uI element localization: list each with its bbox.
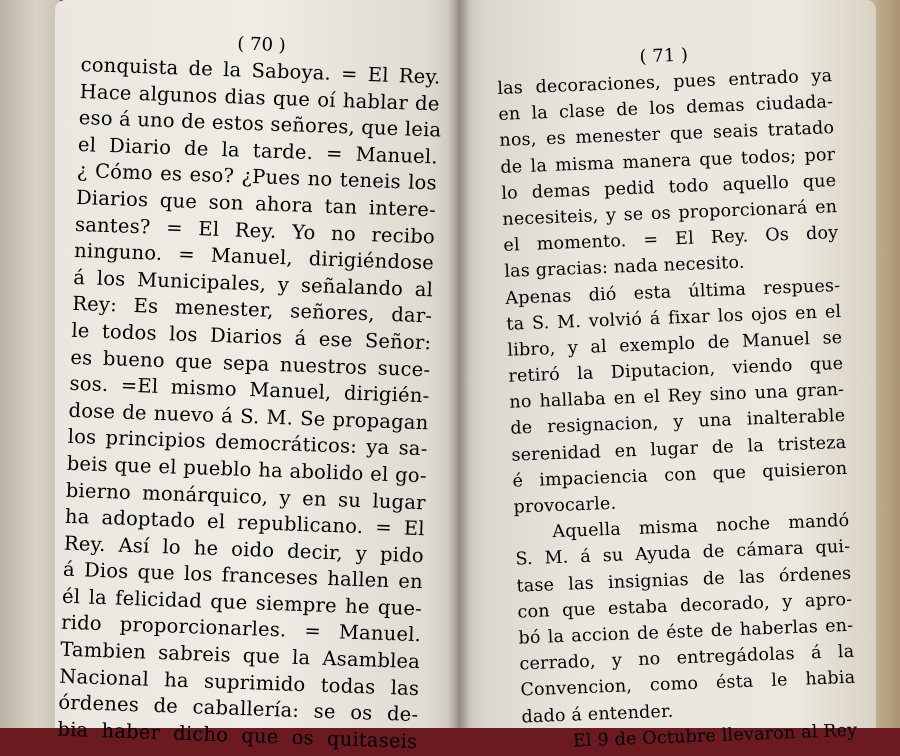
text-line: cerrado, y no entregádolas á la	[519, 641, 855, 675]
text-line: libro, y al exemplo de Manuel se	[507, 327, 843, 361]
text-line: beis que el pueblo ha abolido el go-	[66, 451, 427, 488]
text-line: Diarios que son ahora tan intere-	[75, 185, 437, 222]
left-page-text	[57, 28, 442, 756]
text-line: de la misma manera que todos; por	[500, 144, 836, 178]
text-line: é impaciencia con que quisieron	[512, 458, 848, 492]
text-line: las decoraciones, pues entrado ya	[497, 66, 833, 99]
text-line: á los Municipales, y señalando al	[72, 265, 434, 302]
text-line: ¿ Cómo es eso? ¿Pues no teneis los	[76, 159, 438, 195]
text-line: ha adoptado el republicano. = El	[64, 504, 426, 541]
text-line: S. M. á su Ayuda de cámara qui-	[515, 537, 851, 570]
text-line: bó la accion de éste de haberlas en-	[518, 615, 854, 649]
text-line: dado á entender.	[521, 701, 674, 728]
text-line: Apenas dió esta última respues-	[505, 275, 841, 309]
text-line: eso á uno de estos señores, que leia	[78, 106, 442, 142]
book-cover-left-edge	[0, 0, 60, 728]
text-line: con que estaba decorado, y apro-	[517, 589, 853, 623]
text-line: le todos los Diarios á ese Señor:	[71, 318, 432, 355]
text-line: dose de nuevo á S. M. Se propagan	[68, 398, 429, 435]
text-line: Convencion, como ésta le habia	[520, 667, 856, 701]
text-line: el Diario de la tarde. = Manuel.	[77, 132, 439, 169]
text-line: retiró la Diputacion, viendo que	[508, 353, 844, 387]
text-line: bierno monárquico, y en su lugar	[65, 478, 427, 514]
text-line: tase las insignias de las órdenes	[516, 563, 852, 597]
text-line: Aquella misma noche mandó	[552, 510, 850, 543]
page-number: ( 70 )	[236, 33, 287, 57]
text-line: ninguno. = Manuel, dirigiéndose	[73, 239, 435, 275]
right-page-text	[496, 39, 858, 756]
text-line: es bueno que sepa nuestros suce-	[70, 345, 431, 381]
text-line: santes? = El Rey. Yo no recibo	[74, 212, 436, 248]
text-line: el momento. = El Rey. Os doy	[503, 223, 839, 256]
text-line: rido proporcionarles. = Manuel.	[60, 611, 422, 647]
text-line: El 9 de Octubre llevaron al Rey	[572, 720, 858, 752]
text-line: los principios democráticos: ya sa-	[67, 425, 428, 461]
text-line: necesiteis, y se os proporcionará en	[502, 196, 838, 230]
text-line: en la clase de los demas ciudada-	[498, 92, 834, 126]
text-line: lo demas pedid todo aquello que	[501, 170, 837, 204]
text-line: no hallaba en el Rey sino una gran-	[509, 380, 845, 413]
text-line: sos. =El mismo Manuel, dirigién-	[69, 371, 430, 408]
text-line: Rey. Así lo he oido decir, y pido	[63, 531, 425, 567]
page-number: ( 71 )	[639, 44, 689, 68]
text-line: las gracias: nada necesito.	[504, 252, 746, 283]
text-line: Rey: Es menester, señores, dar-	[71, 292, 433, 328]
text-line: de resignacion, y una inalterable	[510, 406, 846, 440]
text-line: Nacional ha suprimido todas las	[58, 664, 420, 700]
text-line: órdenes de caballería: se os de-	[58, 690, 419, 727]
text-line: ta S. M. volvió á fixar los ojos en el	[506, 301, 842, 335]
text-line: Tambien sabreis que la Asamblea	[59, 637, 421, 674]
book-gutter	[448, 0, 470, 728]
text-line: bia haber dicho que os quitaseis	[57, 717, 418, 753]
text-line: nos, es menester que seais tratado	[499, 118, 835, 152]
text-line: provocarle.	[513, 493, 617, 518]
text-line: serenidad en lugar de la tristeza	[511, 432, 847, 466]
text-line: á Dios que los franceses hallen en	[62, 557, 424, 594]
text-line: conquista de la Saboya. = El Rey.	[80, 52, 441, 89]
text-line: él la felicidad que siempre he que-	[61, 584, 423, 621]
text-line: Hace algunos dias que oí hablar de	[79, 79, 440, 116]
